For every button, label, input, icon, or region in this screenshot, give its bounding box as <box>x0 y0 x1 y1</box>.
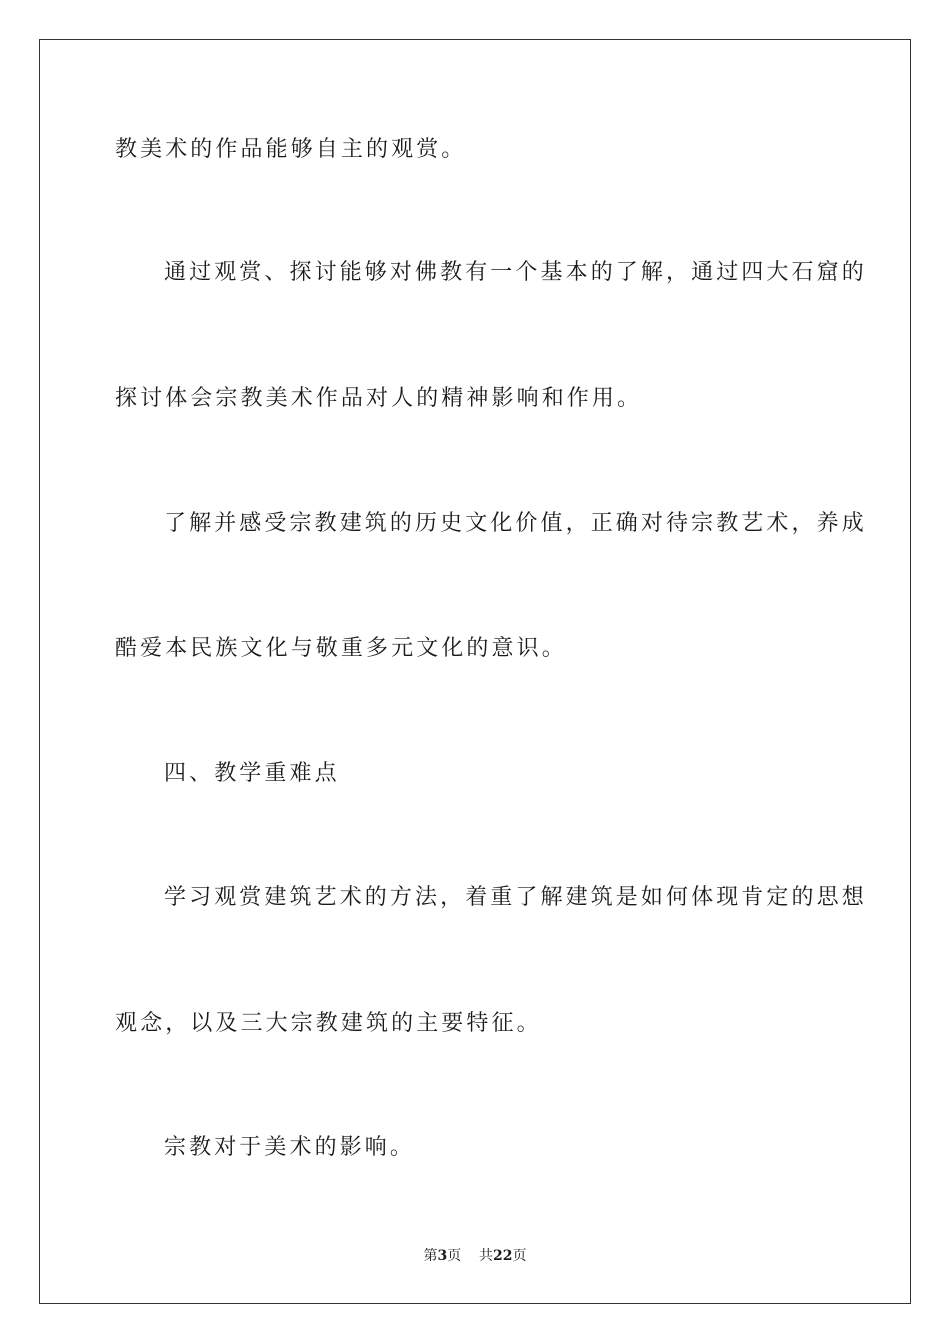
footer-total-prefix: 共 <box>479 1248 494 1264</box>
footer-total-pages: 22 <box>493 1248 513 1264</box>
page-border <box>39 39 911 1304</box>
paragraph-line: 宗教对于美术的影响。 <box>164 1135 416 1160</box>
paragraph-line: 探讨体会宗教美术作品对人的精神影响和作用。 <box>115 386 643 411</box>
section-heading: 四、教学重难点 <box>164 761 340 786</box>
footer-page-number: 3 <box>437 1248 448 1264</box>
footer-total-suffix: 页 <box>512 1248 527 1264</box>
paragraph-line: 酷爱本民族文化与敬重多元文化的意识。 <box>115 636 567 661</box>
paragraph-line: 学习观赏建筑艺术的方法，着重了解建筑是如何体现肯定的思想 <box>164 885 867 910</box>
paragraph-line: 教美术的作品能够自主的观赏。 <box>115 137 467 162</box>
paragraph-line: 观念，以及三大宗教建筑的主要特征。 <box>115 1011 542 1036</box>
paragraph-line: 了解并感受宗教建筑的历史文化价值，正确对待宗教艺术，养成 <box>164 511 867 536</box>
paragraph-line: 通过观赏、探讨能够对佛教有一个基本的了解，通过四大石窟的 <box>164 260 867 285</box>
footer-page-prefix: 第 <box>423 1248 438 1264</box>
footer-page-suffix: 页 <box>447 1248 462 1264</box>
page-footer <box>0 1246 950 1266</box>
